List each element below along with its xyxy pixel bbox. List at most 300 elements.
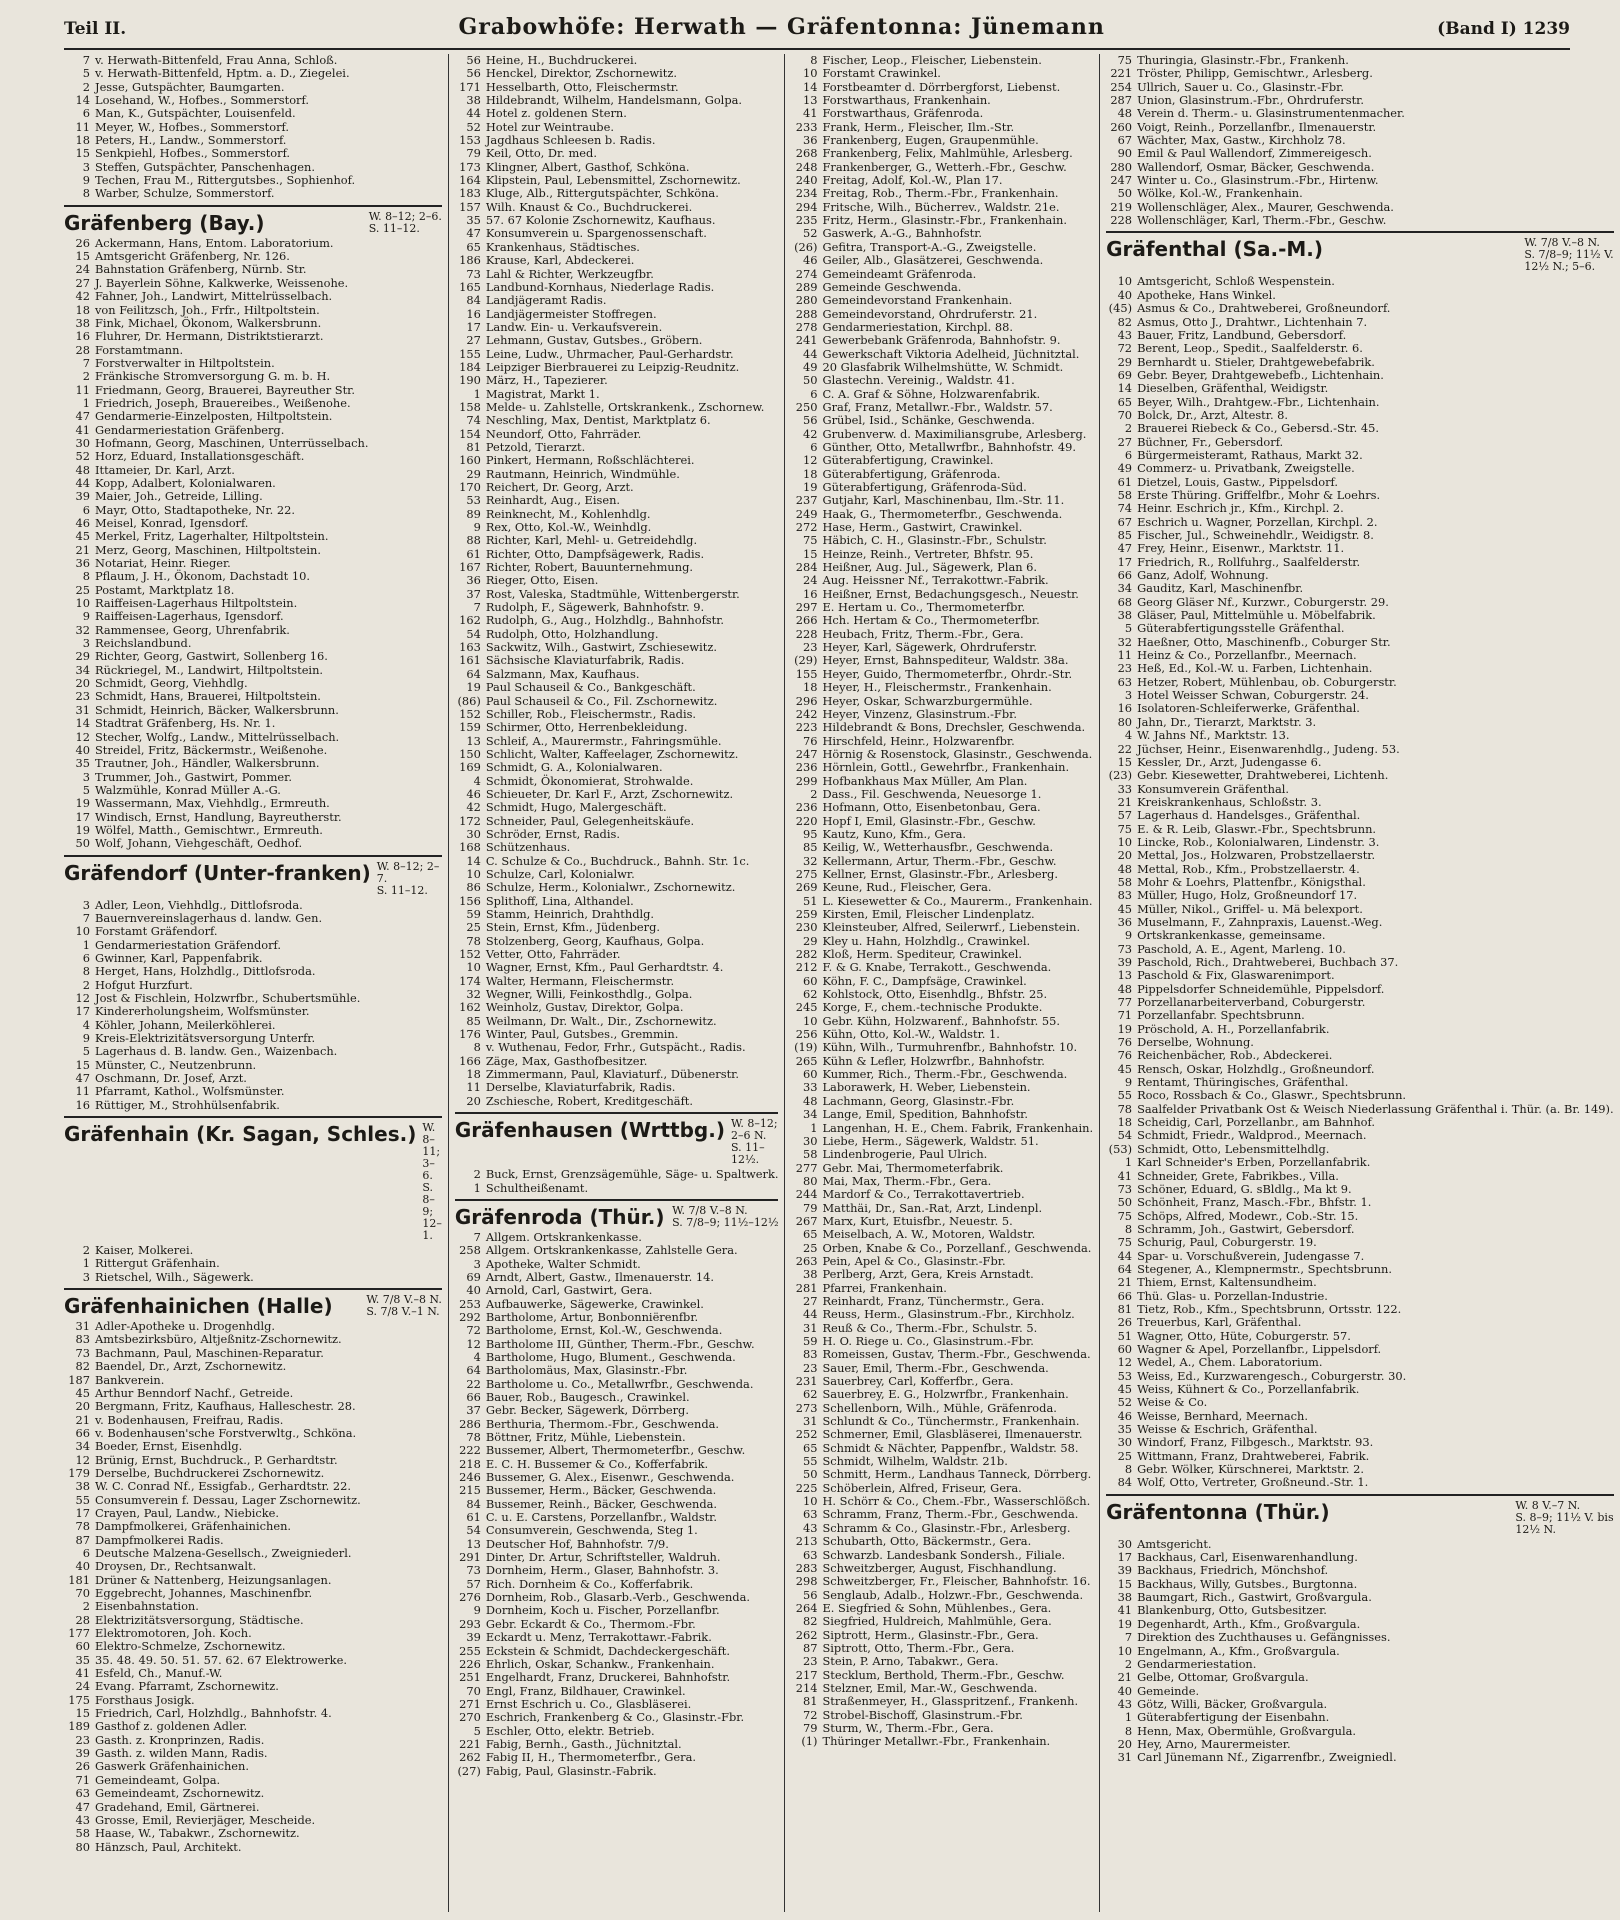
phone-number: 82 (75, 1359, 90, 1374)
phone-number: 25 (802, 1240, 818, 1255)
phone-number: 82 (802, 1614, 818, 1629)
directory-entry (791, 1041, 1093, 1054)
directory-entry (791, 775, 1093, 788)
subscriber-name: Hotel z. goldenen Stern. (485, 106, 627, 121)
phone-number: 17 (75, 1505, 90, 1520)
subscriber-name: Melde- u. Zahlstelle, Ortskrankenk., Zschornew. (485, 399, 765, 414)
phone-number: 14 (466, 853, 481, 868)
directory-entry (1106, 1564, 1614, 1577)
subscriber-name: Eschrich, Frankenberg & Co., Glasinstr.-Fbr. (485, 1710, 745, 1725)
directory-entry (1106, 1463, 1614, 1476)
directory-entry (1106, 147, 1614, 160)
directory-entry (64, 1019, 442, 1032)
directory-entry (1106, 1316, 1614, 1329)
directory-entry (1106, 94, 1614, 107)
subscriber-name: Schulze, Herm., Kolonialwr., Zschornewitz. (485, 880, 736, 895)
subscriber-name: Eisenbahnstation. (95, 1599, 199, 1614)
subscriber-name: Gemeindeamt Gräfenroda. (822, 266, 977, 281)
directory-entry (1106, 783, 1614, 796)
phone-number: 75 (802, 533, 818, 548)
phone-number: 50 (1117, 1195, 1133, 1210)
subscriber-name: Leipziger Bierbrauerei zu Leipzig-Reudnitz. (485, 359, 740, 374)
directory-entry (455, 147, 779, 160)
phone-number: 77 (1117, 995, 1133, 1010)
town-name: Gräfendorf (Unter-franken) (64, 860, 371, 885)
directory-entry (1106, 1156, 1614, 1169)
subscriber-name: Blankenburg, Otto, Gutsbesitzer. (1137, 1603, 1327, 1618)
subscriber-name: Direktion des Zuchthauses u. Gefängnisses. (1137, 1630, 1391, 1645)
subscriber-name: Freitag, Adolf, Kol.-W., Plan 17. (822, 173, 1003, 188)
directory-entry (64, 899, 442, 912)
subscriber-name: Asmus, Otto J., Drahtwr., Lichtenhain 7. (1137, 314, 1368, 329)
phone-number: 46 (75, 516, 90, 530)
subscriber-name: Peters, H., Landw., Sommerstorf. (95, 133, 287, 148)
subscriber-name: Sächsische Klaviaturfabrik, Radis. (485, 653, 685, 668)
directory-entry (455, 134, 779, 147)
subscriber-name: Heine, H., Buchdruckerei. (485, 53, 638, 67)
directory-entry (1106, 1129, 1614, 1142)
directory-entry (791, 561, 1093, 574)
directory-entry (1106, 609, 1614, 622)
subscriber-name: Gauditz, Karl, Maschinenfbr. (1137, 581, 1304, 596)
phone-number: 65 (802, 1227, 818, 1242)
subscriber-name: C. u. E. Carstens, Porzellanfbr., Waldstr. (485, 1510, 717, 1525)
subscriber-name: Hesselbarth, Otto, Fleischermstr. (485, 79, 679, 94)
directory-entry (64, 187, 442, 200)
phone-number: 19 (466, 680, 481, 695)
phone-number: 8 (473, 1040, 481, 1055)
directory-entry (64, 1400, 442, 1413)
subscriber-name: Richter, Karl, Mehl- u. Getreidehdlg. (485, 533, 698, 548)
phone-number: 52 (1117, 1395, 1133, 1410)
subscriber-name: Allgem. Ortskrankenkasse, Zahlstelle Gera. (485, 1243, 738, 1258)
subscriber-name: Derselbe, Klaviaturfabrik, Radis. (485, 1080, 676, 1095)
phone-number: 16 (802, 586, 818, 601)
phone-number: 23 (75, 1732, 90, 1747)
subscriber-name: Trautner, Joh., Händler, Walkersbrunn. (95, 756, 320, 771)
directory-entry (64, 1059, 442, 1072)
phone-number: 16 (75, 1097, 90, 1112)
phone-number: 35 (75, 756, 90, 771)
phone-number: 58 (802, 1147, 818, 1162)
subscriber-name: Gutjahr, Karl, Maschinenbau, Ilm.-Str. 11. (822, 493, 1065, 508)
directory-entry (64, 304, 442, 317)
phone-number: 56 (466, 53, 481, 67)
phone-number: 83 (1117, 888, 1133, 903)
directory-entry (455, 668, 779, 681)
subscriber-name: Bussemer, G. Alex., Eisenwr., Geschwenda. (485, 1470, 735, 1485)
directory-entry (64, 1085, 442, 1098)
phone-number: 30 (75, 435, 90, 450)
phone-number: 44 (802, 1307, 818, 1322)
directory-entry (455, 1618, 779, 1631)
subscriber-name: Salzmann, Max, Kaufhaus. (485, 666, 640, 681)
phone-number: 35 (1117, 1422, 1133, 1437)
directory-entry (455, 1015, 779, 1028)
phone-number: 49 (1117, 461, 1133, 476)
directory-entry (1106, 823, 1614, 836)
phone-number: 65 (802, 1440, 818, 1455)
phone-number: 69 (1117, 367, 1133, 382)
subscriber-name: Kley u. Hahn, Holzhdlg., Crawinkel. (822, 933, 1031, 948)
subscriber-name: Konsumverein Gräfenthal. (1137, 781, 1290, 796)
directory-entry (791, 1495, 1093, 1508)
subscriber-name: Weise & Co. (1137, 1395, 1208, 1410)
directory-entry (64, 290, 442, 303)
subscriber-name: Degenhardt, Arth., Kfm., Großvargula. (1137, 1616, 1361, 1631)
subscriber-name: Dornheim, Rob., Glasarb.-Verb., Geschwenda. (485, 1590, 750, 1605)
subscriber-name: Porzellanarbeiterverband, Coburgerstr. (1137, 995, 1366, 1010)
directory-entry (455, 1068, 779, 1081)
phone-number: 42 (75, 289, 90, 304)
subscriber-name: Postamt, Marktplatz 18. (95, 582, 235, 597)
subscriber-name: Schleif, A., Maurermstr., Fahringsmühle. (485, 733, 722, 748)
subscriber-name: v. Herwath-Bittenfeld, Frau Anna, Schloß. (95, 53, 338, 67)
phone-number: 3 (473, 1256, 481, 1271)
directory-entry (64, 1099, 442, 1112)
phone-number: 154 (459, 426, 481, 441)
subscriber-name: Fink, Michael, Ökonom, Walkersbrunn. (95, 315, 322, 330)
phone-number: 55 (1117, 1088, 1133, 1103)
phone-number: 52 (75, 449, 90, 464)
subscriber-name: Gaswerk, A.-G., Bahnhofstr. (822, 226, 983, 241)
directory-entry (791, 361, 1093, 374)
phone-number: 7 (82, 355, 90, 370)
directory-entry (791, 975, 1093, 988)
directory-entry (791, 1028, 1093, 1041)
phone-number: 230 (795, 920, 818, 935)
phone-number: 39 (75, 489, 90, 504)
phone-number: 3 (1124, 688, 1133, 703)
directory-entry (455, 548, 779, 561)
phone-number: 59 (466, 907, 481, 921)
phone-number: 46 (1117, 1408, 1133, 1423)
subscriber-name: Reuß & Co., Therm.-Fbr., Schulstr. 5. (822, 1320, 1038, 1335)
subscriber-name: Merz, Georg, Maschinen, Hiltpoltstein. (95, 542, 322, 557)
directory-entry (1106, 369, 1614, 382)
phone-number: 84 (466, 293, 481, 308)
phone-number: 50 (802, 373, 818, 388)
directory-entry (64, 1360, 442, 1373)
phone-number: 17 (1117, 1550, 1133, 1565)
directory-entry (791, 1322, 1093, 1335)
phone-number: 152 (459, 706, 481, 721)
subscriber-name: Reichenbächer, Rob., Abdeckerei. (1137, 1048, 1333, 1063)
directory-entry (64, 1374, 442, 1387)
phone-number: 63 (75, 1786, 90, 1801)
phone-number: 20 (1117, 848, 1133, 863)
directory-entry (64, 1827, 442, 1840)
subscriber-name: Gendarmeriestation. (1137, 1656, 1257, 1671)
subscriber-name: Wolf, Otto, Vertreter, Großneund.-Str. 1. (1137, 1475, 1369, 1490)
directory-entry (791, 134, 1093, 147)
directory-entry (455, 1645, 779, 1658)
directory-entry (1106, 1009, 1614, 1022)
directory-entry (455, 1498, 779, 1511)
directory-entry (1106, 1023, 1614, 1036)
phone-number: 73 (466, 266, 481, 281)
directory-entry (1106, 996, 1614, 1009)
phone-number: 15 (1117, 1576, 1133, 1591)
subscriber-name: Heinz & Co., Porzellanfbr., Meernach. (1137, 648, 1357, 663)
directory-entry (791, 841, 1093, 854)
directory-entry (64, 1534, 442, 1547)
subscriber-name: Gebr. Becker, Sägewerk, Dörrberg. (485, 1403, 689, 1418)
office-hours: W. 8–12; 2–6. S. 11–12. (368, 209, 442, 235)
subscriber-name: Gläser, Paul, Mittelmühle u. Möbelfabrik. (1137, 608, 1376, 623)
phone-number: 6 (1124, 447, 1133, 462)
directory-entry (64, 570, 442, 583)
phone-number: 78 (1117, 1101, 1133, 1116)
subscriber-name: Gaswerk Gräfenhainichen. (95, 1759, 249, 1774)
subscriber-name: Schmidt, Hugo, Malergeschäft. (485, 800, 667, 815)
subscriber-name: Frankenberg, Felix, Mahlmühle, Arlesberg. (822, 146, 1073, 161)
phone-number: 75 (1117, 821, 1133, 836)
subscriber-name: Bussemer, Herm., Bäcker, Geschwenda. (485, 1483, 717, 1498)
phone-number: 58 (1117, 874, 1133, 889)
directory-entry (1106, 1751, 1614, 1764)
directory-entry (791, 1682, 1093, 1695)
directory-entry (455, 521, 779, 534)
phone-number: 19 (75, 822, 90, 837)
subscriber-name: Saalfelder Privatbank Ost & Weisch Niederlassung Gräfenthal i. Thür. (a. Br. 149). (1137, 1101, 1614, 1116)
directory-entry (455, 268, 779, 281)
directory-entry (455, 1458, 779, 1471)
phone-number: 235 (795, 213, 818, 228)
subscriber-name: Lagerhaus d. B. landw. Gen., Waizenbach. (95, 1044, 338, 1059)
phone-number: 18 (802, 680, 818, 695)
subscriber-name: Grubenverw. d. Maximiliansgrube, Arlesberg. (822, 426, 1087, 441)
phone-number: (19) (794, 1040, 818, 1055)
directory-entry (791, 308, 1093, 321)
subscriber-name: Hänzsch, Paul, Architekt. (95, 1839, 242, 1854)
subscriber-name: Schmidt, Friedr., Waldprod., Meernach. (1137, 1128, 1367, 1143)
directory-entry (1106, 622, 1614, 635)
phone-number: 156 (459, 893, 481, 908)
directory-entry (1106, 516, 1614, 529)
directory-entry (791, 121, 1093, 134)
subscriber-name: 35. 48. 49. 50. 51. 57. 62. 67 Elektrowerke. (95, 1652, 347, 1667)
directory-entry (791, 1202, 1093, 1215)
phone-number: 4 (473, 1349, 481, 1364)
directory-entry (1106, 662, 1614, 675)
directory-entry (64, 1320, 442, 1333)
directory-entry (1106, 1036, 1614, 1049)
subscriber-name: Schmidt, Wilhelm, Waldstr. 21b. (822, 1454, 1008, 1469)
town-name: Gräfenberg (Bay.) (64, 210, 265, 235)
phone-number: 69 (466, 1269, 481, 1284)
phone-number: 35 (466, 213, 481, 228)
directory-entry (791, 214, 1093, 227)
phone-number: 9 (473, 1603, 481, 1618)
subscriber-name: Elektrizitätsversorgung, Städtische. (95, 1612, 304, 1627)
directory-entry (791, 1589, 1093, 1602)
directory-entry (64, 1640, 442, 1653)
subscriber-name: Weiss, Ed., Kurzwarengesch., Coburgerstr. 30. (1137, 1368, 1407, 1383)
phone-number: 165 (459, 279, 481, 294)
subscriber-name: Lehmann, Gustav, Gutsbes., Gröbern. (485, 333, 703, 348)
phone-number: 158 (459, 399, 481, 414)
subscriber-name: Wegner, Willi, Feinkosthdlg., Golpa. (485, 987, 693, 1002)
directory-entry (64, 650, 442, 663)
directory-entry (791, 1362, 1093, 1375)
directory-entry (791, 1068, 1093, 1081)
subscriber-name: Stecklum, Berthold, Therm.-Fbr., Geschw. (822, 1667, 1065, 1682)
directory-entry (455, 748, 779, 761)
phone-number: 255 (459, 1643, 481, 1658)
directory-entry (455, 961, 779, 974)
phone-number: 22 (466, 1376, 481, 1391)
subscriber-name: Bartholome u. Co., Metallwrfbr., Geschwenda. (485, 1376, 754, 1391)
subscriber-name: Georg Gläser Nf., Kurzwr., Coburgerstr. 29. (1137, 594, 1389, 609)
subscriber-name: Güterabfertigung, Gräfenroda-Süd. (822, 480, 1027, 494)
subscriber-name: Backhaus, Friedrich, Mönchshof. (1137, 1563, 1329, 1578)
phone-number: 64 (466, 1363, 481, 1378)
directory-entry (1106, 1143, 1614, 1156)
phone-number: 14 (802, 79, 818, 94)
phone-number: 38 (1117, 1590, 1133, 1605)
directory-entry (455, 721, 779, 734)
subscriber-name: Friedrich, R., Rollfuhrg., Saalfelderstr. (1137, 554, 1361, 569)
directory-entry (455, 1658, 779, 1671)
subscriber-name: Gasthof z. goldenen Adler. (95, 1719, 248, 1734)
directory-entry (64, 1841, 442, 1854)
directory-entry (455, 494, 779, 507)
directory-entry (1106, 702, 1614, 715)
subscriber-name: Haeßner, Otto, Maschinenfb., Coburger Str. (1137, 634, 1391, 649)
directory-entry (64, 1494, 442, 1507)
directory-entry (1106, 1236, 1614, 1249)
directory-entry (64, 464, 442, 477)
phone-number: 78 (466, 1430, 481, 1444)
directory-entry (455, 788, 779, 801)
subscriber-name: Bartholomäus, Max, Glasinstr.-Fbr. (485, 1363, 688, 1378)
subscriber-name: Schieueter, Dr. Karl F., Arzt, Zschornewitz. (485, 786, 734, 801)
subscriber-name: Asmus & Co., Drahtweberei, Großneundorf. (1137, 301, 1391, 316)
subscriber-name: Wittmann, Franz, Drahtweberei, Fabrik. (1137, 1448, 1370, 1463)
phone-number: 61 (466, 546, 481, 561)
subscriber-name: Schlicht, Walter, Kaffeelager, Zschornewitz. (485, 746, 739, 761)
directory-entry (791, 107, 1093, 120)
directory-entry (1106, 1396, 1614, 1409)
phone-number: 286 (459, 1416, 481, 1431)
directory-entry (1106, 983, 1614, 996)
subscriber-name: Hildebrandt & Bons, Drechsler, Geschwenda. (822, 720, 1086, 735)
phone-number: 55 (75, 1492, 90, 1507)
directory-entry (1106, 174, 1614, 187)
subscriber-name: Hopf I, Emil, Glasinstr.-Fbr., Geschw. (822, 813, 1036, 828)
directory-entry (455, 534, 779, 547)
directory-entry (64, 1747, 442, 1760)
phone-number: 73 (75, 1345, 90, 1360)
subscriber-name: Aug. Heissner Nf., Terrakottwr.-Fabrik. (822, 573, 1049, 588)
phone-number: 11 (75, 119, 90, 134)
phone-number: 24 (802, 573, 818, 588)
subscriber-name: Frankenberger, G., Wetterh.-Fbr., Geschw. (822, 159, 1067, 174)
phone-number: 221 (459, 1736, 481, 1751)
phone-number: 10 (75, 596, 90, 611)
directory-entry (455, 1391, 779, 1404)
directory-entry (455, 1311, 779, 1324)
directory-entry (455, 1604, 779, 1617)
directory-entry (1106, 489, 1614, 502)
phone-number: 63 (802, 1507, 818, 1522)
office-hours: W. 7/8 V.–8 N. S. 7/8–9; 11½ V. 12½ N.; 5–6. (1524, 236, 1614, 274)
phone-number: 60 (802, 973, 818, 988)
phone-number: 164 (459, 173, 481, 188)
phone-number: 43 (1117, 327, 1133, 342)
directory-entry (791, 601, 1093, 614)
subscriber-name: Stamm, Heinrich, Drahthdlg. (485, 907, 655, 921)
directory-entry (455, 841, 779, 854)
subscriber-name: Buck, Ernst, Grenzsägemühle, Säge- u. Spaltwerk. (485, 1167, 779, 1182)
directory-entry (1106, 275, 1614, 288)
subscriber-name: Voigt, Reinh., Porzellanfbr., Ilmenauerstr. (1137, 119, 1377, 134)
subscriber-name: Frey, Heinr., Eisenwr., Marktstr. 11. (1137, 541, 1345, 556)
subscriber-name: Heinr. Eschrich jr., Kfm., Kirchpl. 2. (1137, 501, 1344, 516)
phone-number: 12 (466, 1336, 481, 1351)
directory-entry (1106, 81, 1614, 94)
phone-number: 47 (75, 409, 90, 424)
phone-number: 80 (75, 1839, 90, 1854)
subscriber-name: Apotheke, Hans Winkel. (1137, 287, 1276, 302)
directory-entry (64, 1680, 442, 1693)
phone-number: 253 (459, 1296, 481, 1311)
directory-entry (455, 1685, 779, 1698)
subscriber-name: v. Bodenhausen'sche Forstverwltg., Schköna. (95, 1425, 357, 1440)
subscriber-name: Magistrat, Markt 1. (485, 386, 600, 401)
phone-number: 48 (1117, 106, 1133, 121)
directory-entry (455, 1168, 779, 1181)
subscriber-name: Graf, Franz, Metallwr.-Fbr., Waldstr. 57. (822, 399, 1053, 414)
phone-number: 162 (459, 1000, 481, 1015)
subscriber-name: Klingner, Albert, Gasthof, Schköna. (485, 159, 690, 174)
directory-entry (1106, 1356, 1614, 1369)
directory-entry (791, 855, 1093, 868)
subscriber-name: Sauer, Emil, Therm.-Fbr., Geschwenda. (822, 1360, 1049, 1375)
phone-number: 275 (795, 866, 818, 881)
phone-number: 27 (802, 1293, 818, 1308)
phone-number: 61 (466, 1510, 481, 1525)
phone-number: 58 (75, 1826, 90, 1841)
phone-number: 42 (466, 800, 481, 815)
phone-number: 13 (466, 1536, 481, 1551)
phone-number: 9 (82, 609, 90, 624)
subscriber-name: Zschiesche, Robert, Kreditgeschäft. (485, 1093, 693, 1108)
directory-entry (455, 1244, 779, 1257)
phone-number: 45 (1117, 901, 1133, 916)
directory-entry (64, 1454, 442, 1467)
subscriber-name: Petzold, Tierarzt. (485, 439, 586, 454)
directory-entry (455, 1324, 779, 1337)
directory-entry (64, 557, 442, 570)
phone-number: 76 (1117, 1048, 1133, 1063)
directory-entry (791, 1162, 1093, 1175)
phone-number: 20 (466, 1093, 481, 1108)
subscriber-name: E. Hertam u. Co., Thermometerfbr. (822, 600, 1026, 615)
directory-entry (64, 121, 442, 134)
subscriber-name: Drüner & Nattenberg, Heizungsanlagen. (95, 1572, 332, 1587)
phone-number: 66 (466, 1389, 481, 1404)
phone-number: 63 (1117, 674, 1133, 689)
subscriber-name: Beyer, Wilh., Drahtgew.-Fbr., Lichtenhain. (1137, 394, 1380, 409)
directory-entry (455, 708, 779, 721)
subscriber-name: Man, K., Gutspächter, Louisenfeld. (95, 106, 296, 121)
phone-number: 40 (1117, 287, 1133, 302)
directory-entry (1106, 1210, 1614, 1223)
subscriber-name: Ullrich, Sauer u. Co., Glasinstr.-Fbr. (1137, 79, 1344, 94)
directory-entry (791, 187, 1093, 200)
